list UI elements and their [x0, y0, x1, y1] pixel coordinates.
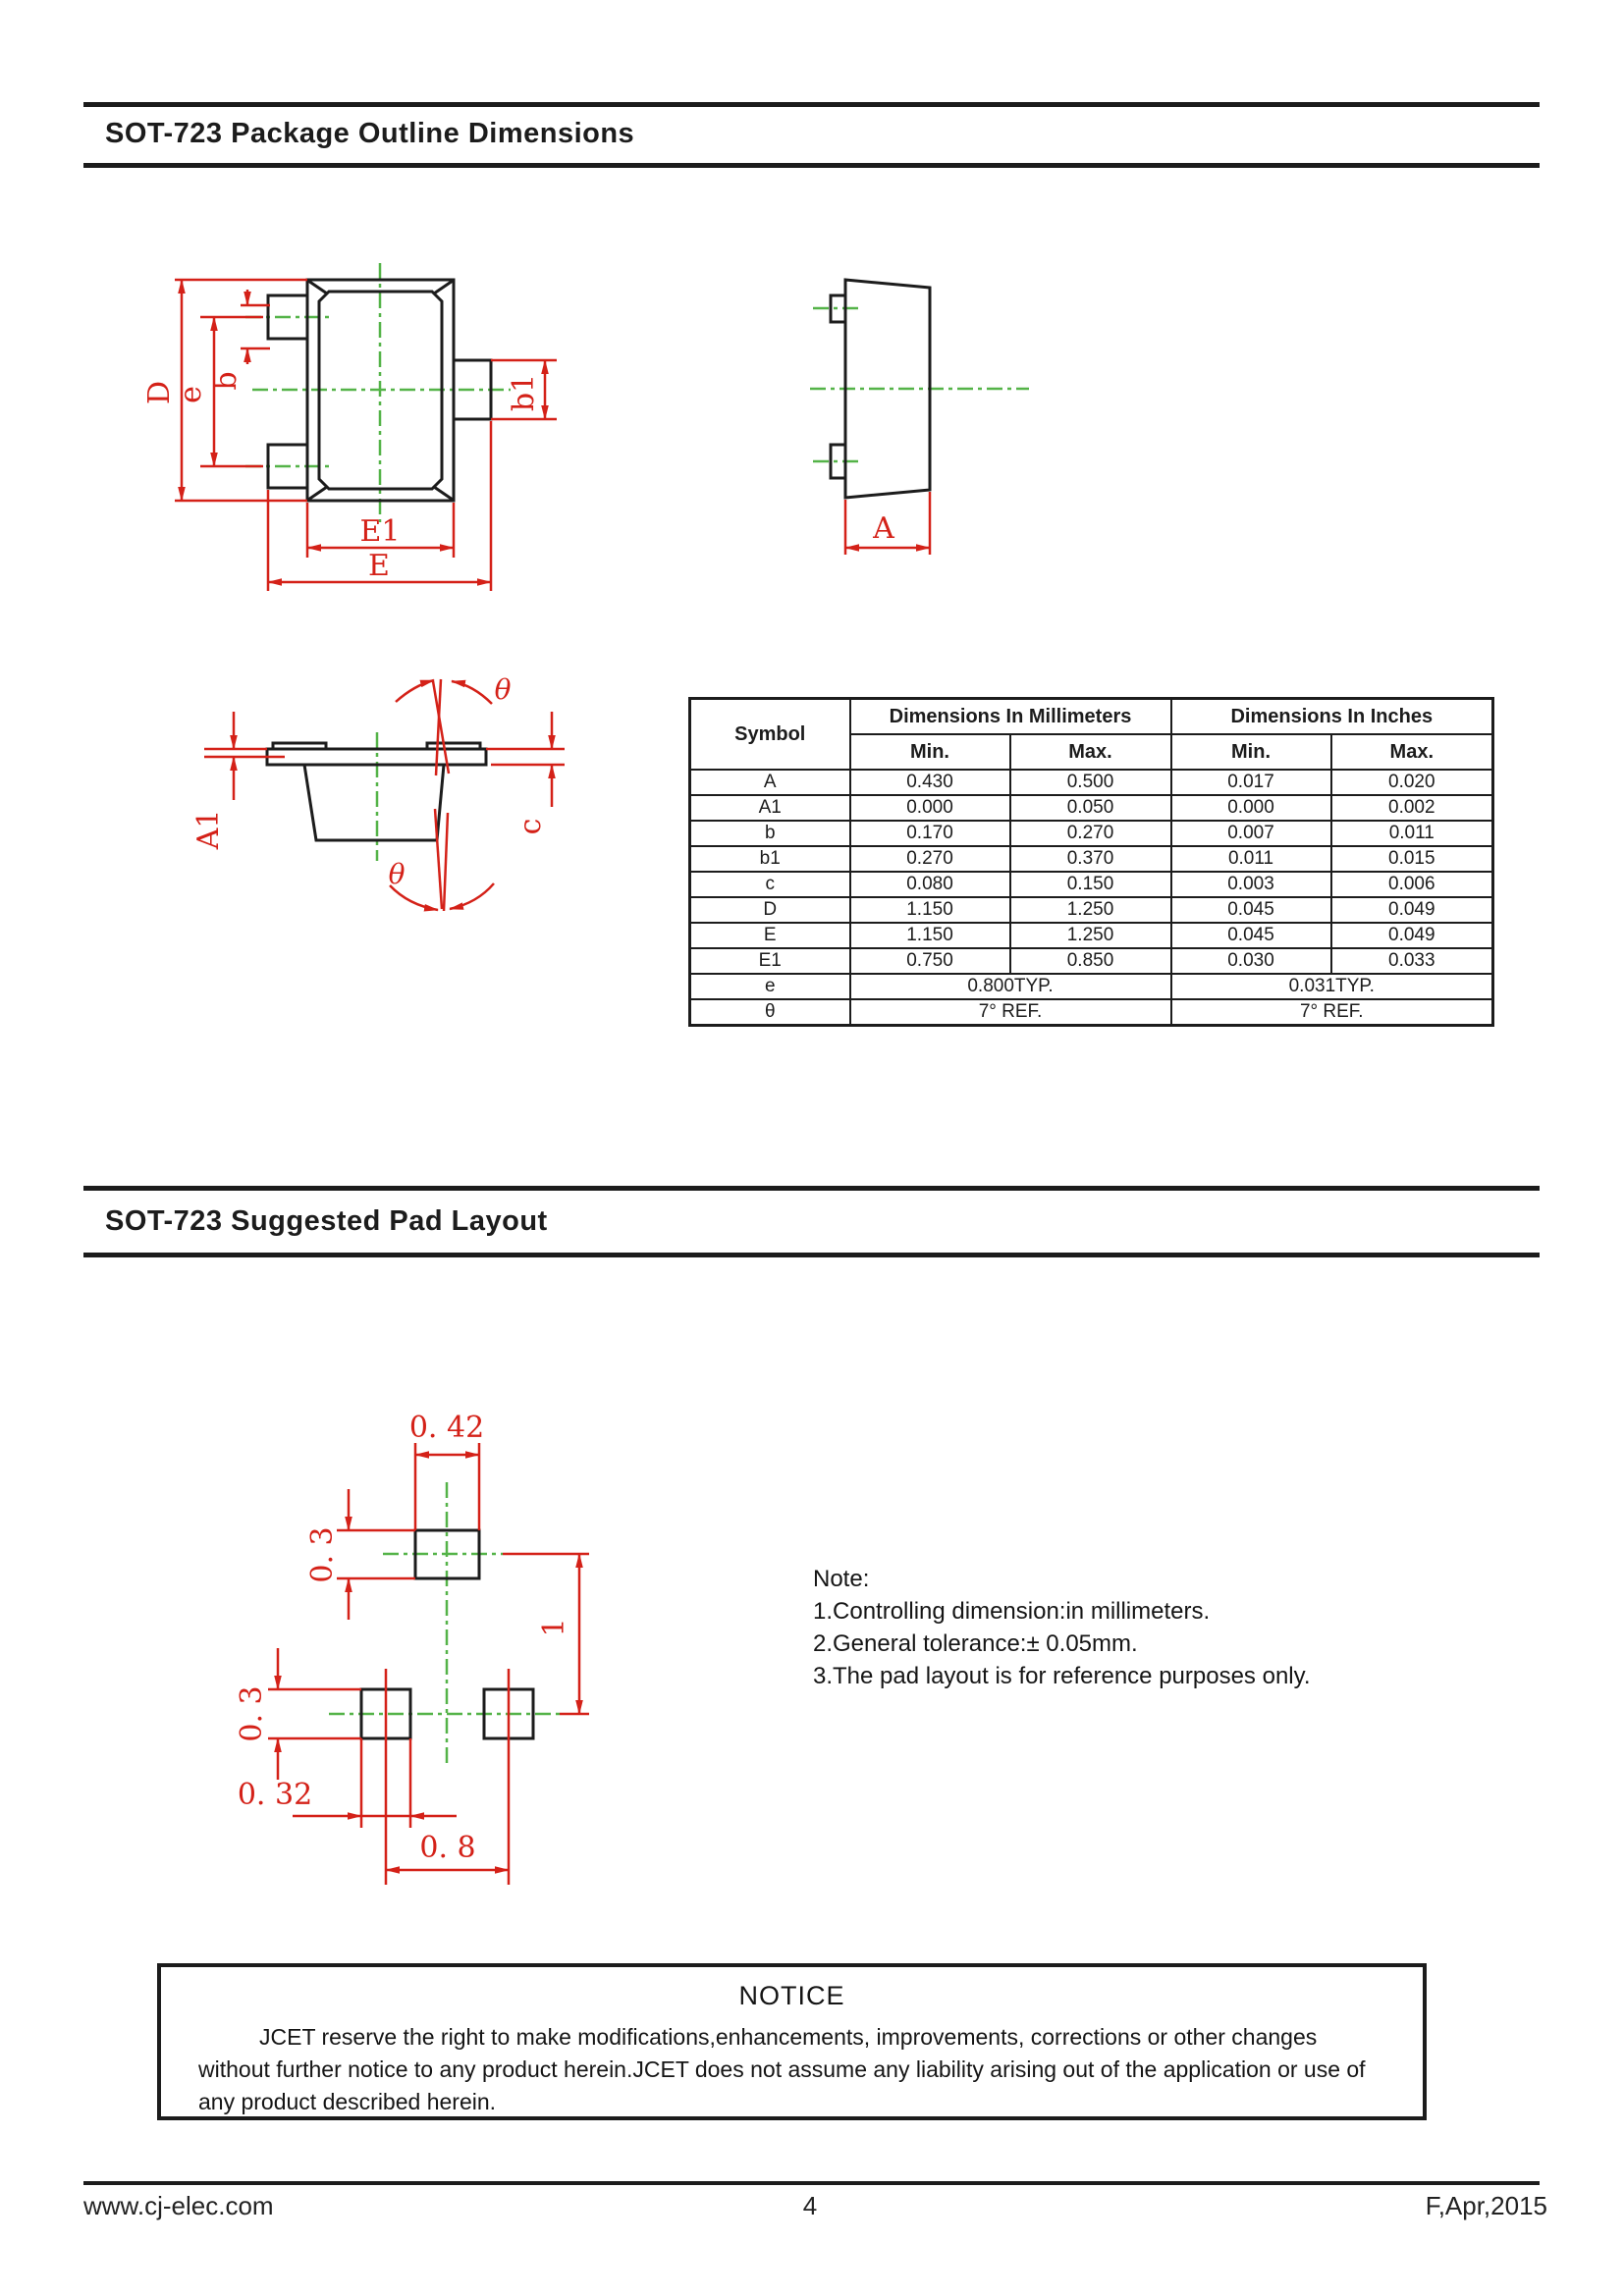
table-row-theta: [690, 999, 1493, 1026]
table-cell: 0.030: [1171, 948, 1331, 974]
table-cell: 0.000: [1171, 795, 1331, 821]
table-cell: 0.270: [1010, 821, 1171, 846]
package-side-view-drawing: [776, 245, 1051, 569]
header-mm: Dimensions In Millimeters: [850, 699, 1171, 735]
table-cell: 0.370: [1010, 846, 1171, 872]
table-cell: 1.250: [1010, 923, 1171, 948]
table-cell: 7° REF.: [850, 999, 1171, 1026]
footer-rule: [83, 2181, 1540, 2185]
table-cell: 0.050: [1010, 795, 1171, 821]
table-row: [690, 872, 1493, 897]
header-in-min: Min.: [1171, 734, 1331, 770]
header-symbol: Symbol: [690, 699, 850, 771]
table-cell: 0.170: [850, 821, 1010, 846]
note-block: [813, 1563, 1311, 1692]
dim-label-b1: b1: [507, 373, 541, 412]
table-row: [690, 770, 1493, 795]
table-cell: 1.250: [1010, 897, 1171, 923]
centerlines: [810, 308, 1029, 461]
table-cell: 0.031TYP.: [1171, 974, 1493, 999]
table-cell: 0.015: [1331, 846, 1493, 872]
table-cell: c: [690, 872, 850, 897]
dim-label-bottom-height: 0. 3: [235, 1685, 269, 1742]
table-cell: 7° REF.: [1171, 999, 1493, 1026]
dimension-labels: [142, 371, 541, 583]
table-cell: E: [690, 923, 850, 948]
centerlines: [329, 1482, 560, 1767]
dimension-lines: [204, 679, 565, 911]
package-top-view-drawing: [137, 245, 599, 609]
table-cell: D: [690, 897, 850, 923]
table-cell: 0.011: [1171, 846, 1331, 872]
table-cell: 0.017: [1171, 770, 1331, 795]
dim-label-theta-top: θ: [494, 673, 512, 706]
table-cell: 0.049: [1331, 923, 1493, 948]
dim-label-E: E: [368, 549, 390, 583]
pad-layout-drawing: [177, 1374, 648, 1904]
dimension-labels: [235, 1411, 571, 1865]
footer-revision: F,Apr,2015: [1425, 2191, 1547, 2220]
notice-box: [157, 1963, 1427, 2120]
table-cell: 0.002: [1331, 795, 1493, 821]
centerlines: [245, 263, 511, 522]
table-cell: b1: [690, 846, 850, 872]
dim-label-pitch-y: 1: [537, 1618, 571, 1637]
dimensions-table: [688, 697, 1494, 1027]
table-row: [690, 923, 1493, 948]
note-title: Note:: [813, 1566, 870, 1592]
table-row: [690, 948, 1493, 974]
table-cell: 0.000: [850, 795, 1010, 821]
table-cell: 0.033: [1331, 948, 1493, 974]
table-cell: E1: [690, 948, 850, 974]
header-inches: Dimensions In Inches: [1171, 699, 1493, 735]
note-item-2: 2.General tolerance:± 0.05mm.: [813, 1630, 1138, 1657]
table-row: [690, 846, 1493, 872]
dim-label-e: e: [174, 386, 208, 403]
table-cell: 0.800TYP.: [850, 974, 1171, 999]
section2-title: SOT-723 Suggested Pad Layout: [105, 1205, 548, 1237]
dim-label-bottom-width: 0. 32: [237, 1778, 313, 1812]
table-cell: 0.003: [1171, 872, 1331, 897]
section1-title: SOT-723 Package Outline Dimensions: [105, 118, 635, 149]
dim-label-D: D: [142, 380, 177, 405]
table-header-row-1: [690, 699, 1493, 735]
table-cell: 0.150: [1010, 872, 1171, 897]
table-cell: 0.011: [1331, 821, 1493, 846]
table-cell: 0.007: [1171, 821, 1331, 846]
header-mm-max: Max.: [1010, 734, 1171, 770]
table-cell: A1: [690, 795, 850, 821]
dim-label-c: c: [514, 818, 548, 835]
footer-page-number: 4: [802, 2191, 818, 2220]
notice-title: NOTICE: [738, 1981, 845, 2010]
table-cell: 1.150: [850, 923, 1010, 948]
dim-label-A1: A1: [191, 809, 226, 850]
notice-body: JCET reserve the right to make modifications,enhancements, improvements, corrections or other changes without further notice to any product herein.JCET does not assume any liability arising out of the application or use of any product described herein.: [198, 2024, 1366, 2114]
dim-label-top-width: 0. 42: [408, 1411, 485, 1445]
header-mm-min: Min.: [850, 734, 1010, 770]
note-item-3: 3.The pad layout is for reference purposes only.: [813, 1663, 1311, 1689]
table-row: [690, 897, 1493, 923]
table-cell: 0.500: [1010, 770, 1171, 795]
table-cell: 0.045: [1171, 923, 1331, 948]
table-row-e: [690, 974, 1493, 999]
note-item-1: 1.Controlling dimension:in millimeters.: [813, 1598, 1211, 1625]
table-cell: 0.430: [850, 770, 1010, 795]
dimension-lines: [268, 1443, 589, 1885]
header-in-max: Max.: [1331, 734, 1493, 770]
table-cell: 0.049: [1331, 897, 1493, 923]
footer-website: www.cj-elec.com: [83, 2191, 274, 2220]
table-cell: 0.750: [850, 948, 1010, 974]
dim-label-pitch-x: 0. 8: [419, 1831, 476, 1865]
dimension-labels: [191, 673, 548, 890]
section1-bottom-rule: [83, 163, 1540, 168]
section2-bottom-rule: [83, 1253, 1540, 1257]
dim-label-theta-bottom: θ: [388, 858, 406, 890]
table-cell: 1.150: [850, 897, 1010, 923]
table-cell: 0.006: [1331, 872, 1493, 897]
table-cell: b: [690, 821, 850, 846]
section1-top-rule: [83, 102, 1540, 107]
table-cell: 0.080: [850, 872, 1010, 897]
dim-label-top-height: 0. 3: [305, 1526, 340, 1583]
table-cell: 0.045: [1171, 897, 1331, 923]
table-cell: 0.850: [1010, 948, 1171, 974]
package-front-view-drawing: [147, 648, 609, 942]
table-cell: θ: [690, 999, 850, 1026]
table-cell: e: [690, 974, 850, 999]
table-cell: 0.020: [1331, 770, 1493, 795]
dim-label-b: b: [209, 371, 244, 391]
table-row: [690, 821, 1493, 846]
table-cell: 0.270: [850, 846, 1010, 872]
table-cell: A: [690, 770, 850, 795]
section2-top-rule: [83, 1186, 1540, 1191]
table-row: [690, 795, 1493, 821]
dim-label-E1: E1: [359, 514, 401, 549]
dim-label-A: A: [873, 511, 894, 546]
